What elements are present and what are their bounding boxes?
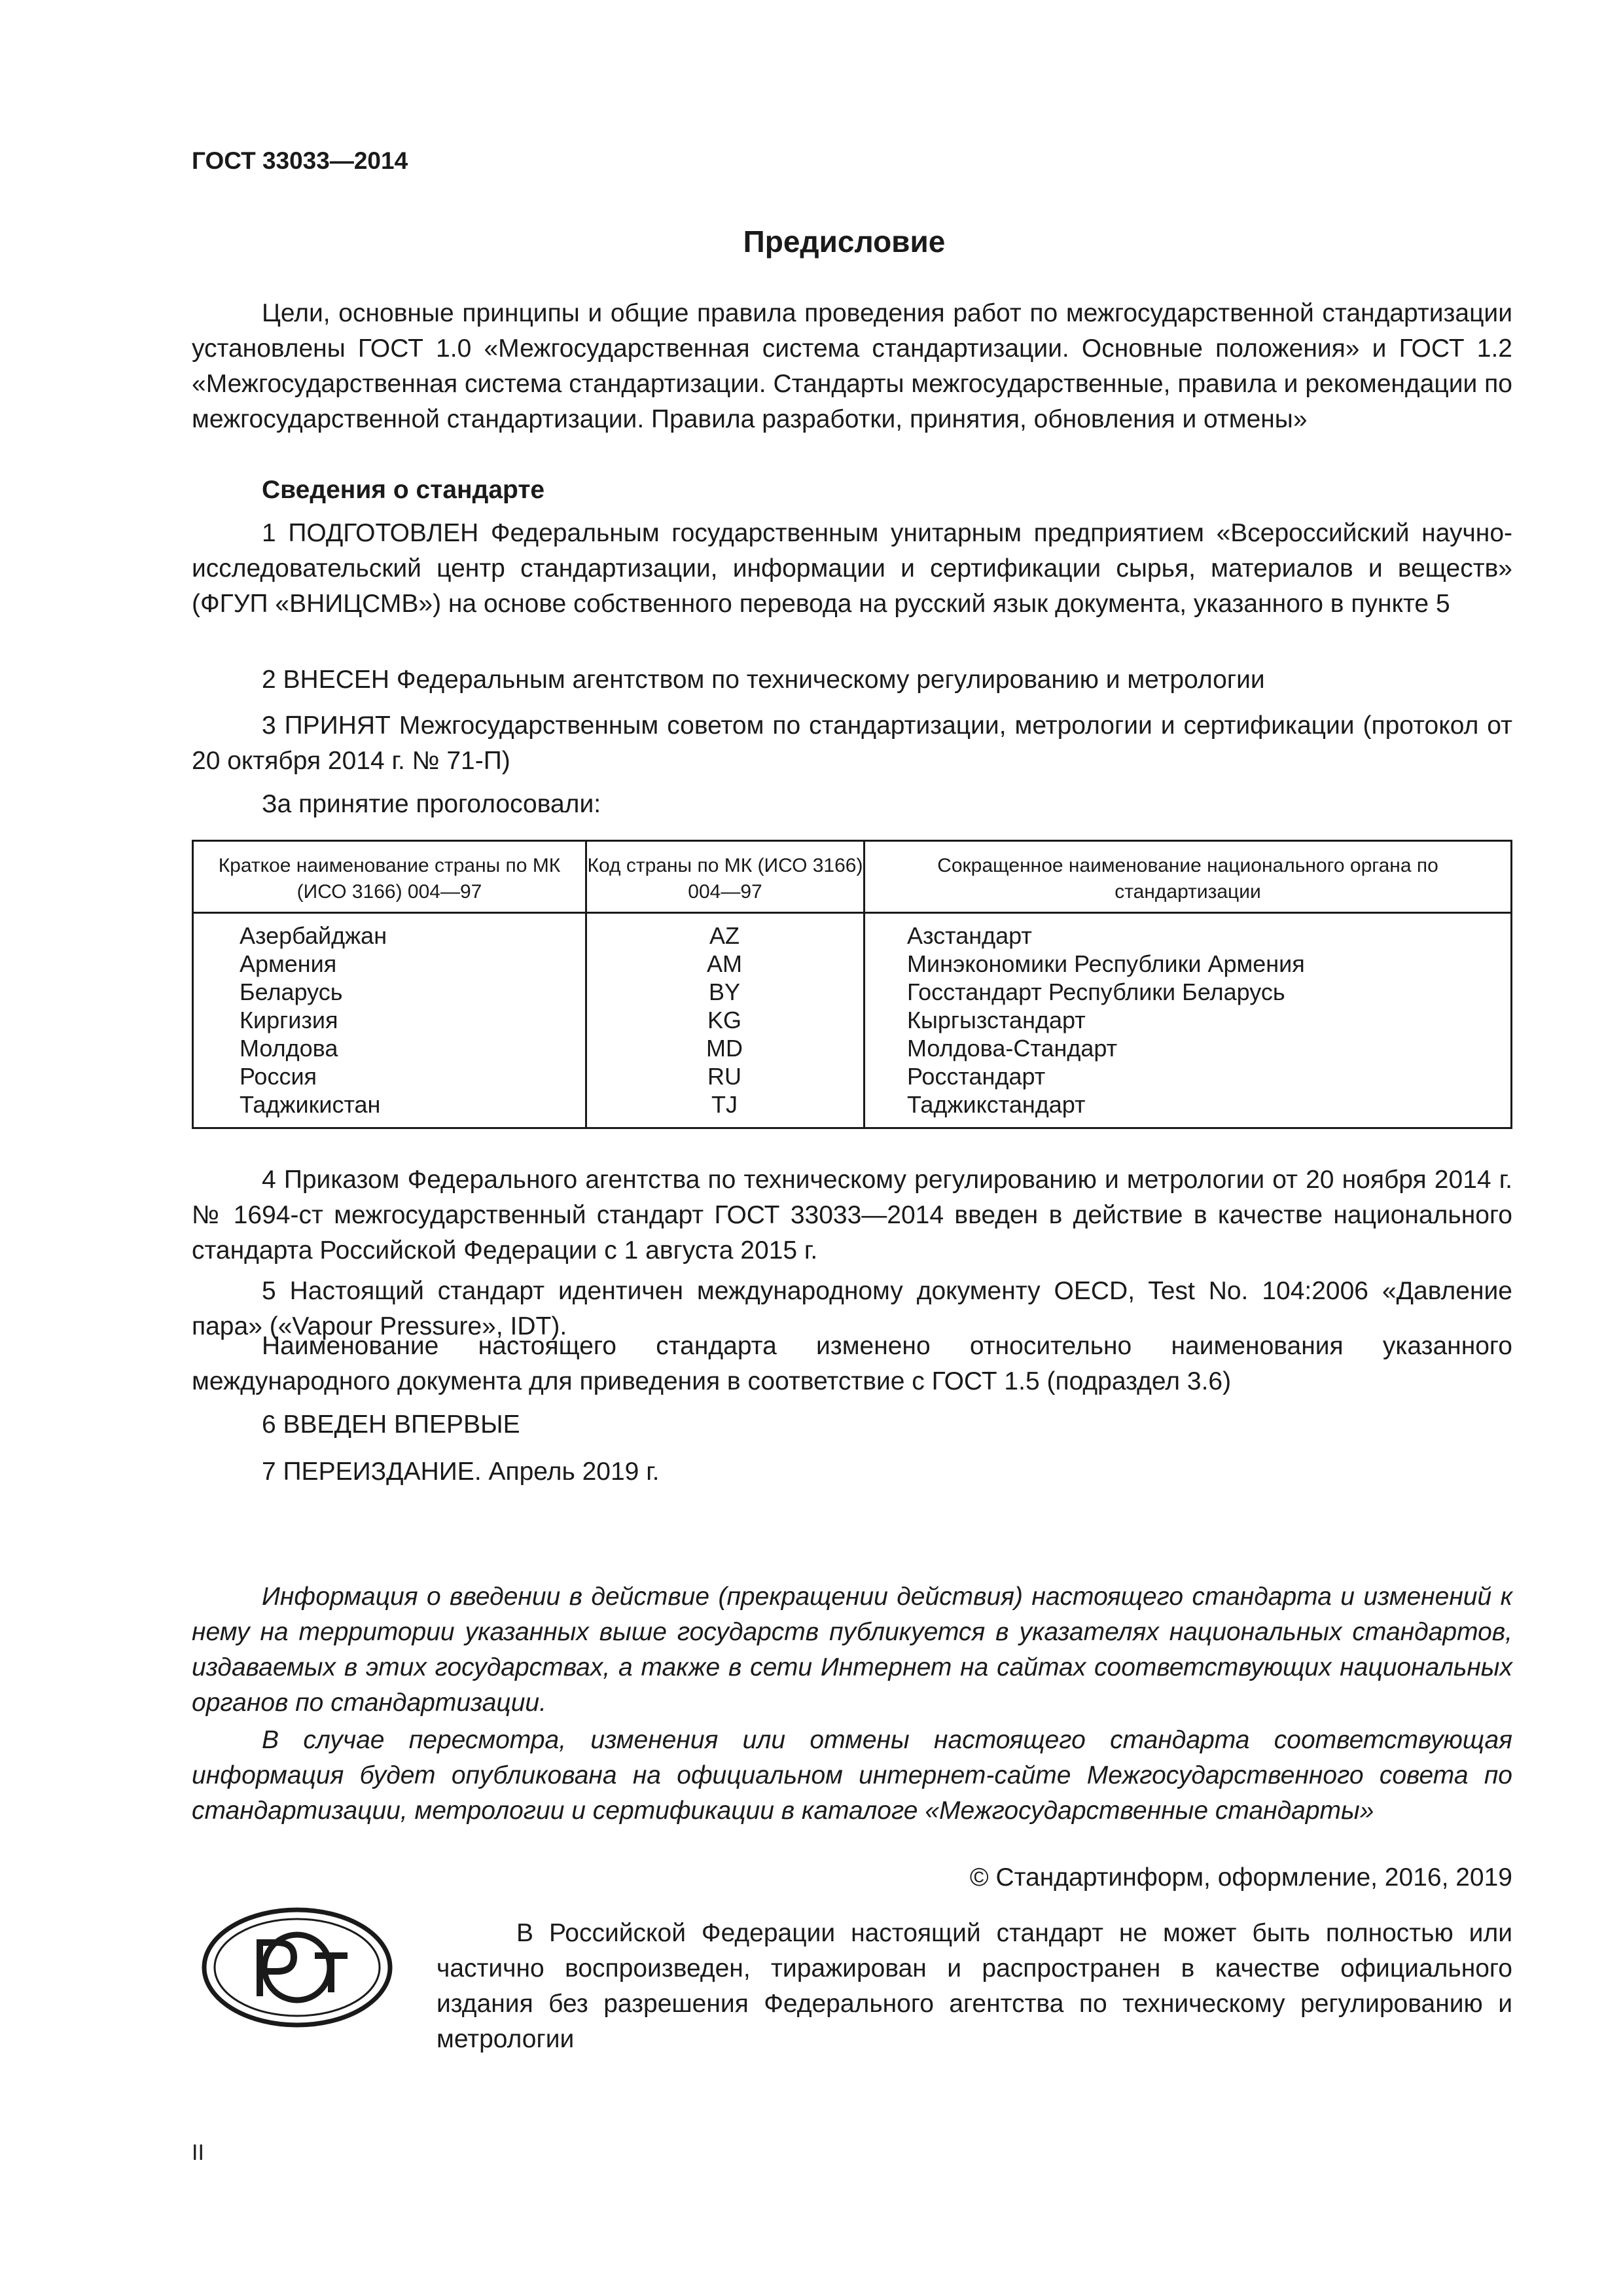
code-cell: TJ bbox=[711, 1091, 738, 1118]
table-row bbox=[194, 950, 1510, 978]
country-cell: Таджикистан bbox=[240, 1091, 381, 1118]
item-5-identical: 5 Настоящий стандарт идентичен международному документу OECD, Test No. 104:2006 «Давление пара» («Vapour Pressure», IDT). bbox=[192, 1277, 1512, 1340]
item-7-reissue: 7 ПЕРЕИЗДАНИЕ. Апрель 2019 г. bbox=[262, 1458, 660, 1486]
country-cell: Беларусь bbox=[240, 978, 343, 1005]
notice-paragraph-1: Информация о введении в действие (прекращении действия) настоящего стандарта и изменений к нему на территории указанных выше государств публикуется в указателях национальных стандартов, издаваемых в этих государствах, а также в сети Интернет на сайтах соответствующих национальных органов по стандартизации. bbox=[192, 1583, 1512, 1717]
table-header-divider bbox=[194, 912, 1510, 914]
country-cell: Армения bbox=[240, 950, 337, 977]
code-cell: BY bbox=[708, 978, 741, 1005]
table-header-country: Краткое наименование страны по МК (ИСО 3166) 004—97 bbox=[218, 855, 561, 903]
table-row bbox=[194, 1090, 1510, 1119]
voting-table bbox=[192, 840, 1512, 1129]
body-cell: Азстандарт bbox=[907, 922, 1032, 949]
code-cell: AM bbox=[707, 950, 742, 977]
code-cell: AZ bbox=[709, 922, 740, 949]
body-cell: Кыргызстандарт bbox=[907, 1007, 1086, 1033]
table-row bbox=[194, 1062, 1510, 1090]
table-row bbox=[194, 1006, 1510, 1034]
copyright-line: © Стандартинформ, оформление, 2016, 2019 bbox=[969, 1863, 1512, 1892]
country-cell: Азербайджан bbox=[240, 922, 387, 949]
body-cell: Молдова-Стандарт bbox=[907, 1035, 1118, 1062]
body-cell: Госстандарт Республики Беларусь bbox=[907, 978, 1285, 1005]
body-cell: Минэкономики Республики Армения bbox=[907, 950, 1305, 977]
table-row bbox=[194, 922, 1510, 950]
item-1-prepared: 1 ПОДГОТОВЛЕН Федеральным государственным унитарным предприятием «Всероссийский научно-исследовательский центр стандартизации, информации и сертификации сырья, материалов и веществ» (ФГУП «ВНИЦСМВ») на основе собственного перевода на русский язык документа, указанного в пункте 5 bbox=[192, 519, 1512, 618]
body-cell: Росстандарт bbox=[907, 1063, 1046, 1090]
item-6-first-introduced: 6 ВВЕДЕН ВПЕРВЫЕ bbox=[262, 1410, 520, 1439]
pct-certification-mark-icon bbox=[200, 1905, 395, 2030]
code-cell: KG bbox=[707, 1007, 741, 1033]
intro-paragraph: Цели, основные принципы и общие правила проведения работ по межгосударственной стандартизации установлены ГОСТ 1.0 «Межгосударственная система стандартизации. Основные положения» и ГОСТ 1.2 «Межгосударственная система стандартизации. Стандарты межгосударственные, правила и рекомендации по межгосударственной стандартизации. Правила разработки, принятия, обновления и отмены» bbox=[192, 299, 1512, 433]
country-cell: Киргизия bbox=[240, 1007, 338, 1033]
table-row bbox=[194, 1034, 1510, 1062]
item-5-note: Наименование настоящего стандарта изменено относительно наименования указанного международного документа для приведения в соответствие с ГОСТ 1.5 (подраздел 3.6) bbox=[192, 1332, 1512, 1395]
table-header-body: Сокращенное наименование национального органа по стандартизации bbox=[937, 855, 1438, 903]
notice-paragraph-2: В случае пересмотра, изменения или отмены настоящего стандарта соответствующая информация будет опубликована на официальном интернет-сайте Межгосударственного совета по стандартизации, метрологии и сертификации в каталоге «Межгосударственные стандарты» bbox=[192, 1726, 1512, 1825]
item-2-introduced: 2 ВНЕСЕН Федеральным агентством по техническому регулированию и метрологии bbox=[262, 666, 1265, 694]
section-heading: Сведения о стандарте bbox=[262, 476, 545, 504]
page-number: II bbox=[192, 2140, 204, 2165]
item-4-order: 4 Приказом Федерального агентства по техническому регулированию и метрологии от 20 ноября 2014 г. № 1694-ст межгосударственный стандарт ГОСТ 33033—2014 введен в действие в качестве национального стандарта Российской Федерации с 1 августа 2015 г. bbox=[192, 1166, 1512, 1265]
standard-code: ГОСТ 33033—2014 bbox=[192, 147, 408, 174]
table-header-code: Код страны по МК (ИСО 3166) 004—97 bbox=[587, 855, 863, 903]
table-row bbox=[194, 978, 1510, 1006]
country-cell: Молдова bbox=[240, 1035, 338, 1062]
table-body bbox=[194, 922, 1510, 1119]
body-cell: Таджикстандарт bbox=[907, 1091, 1086, 1118]
item-3-adopted: 3 ПРИНЯТ Межгосударственным советом по стандартизации, метрологии и сертификации (протокол от 20 октября 2014 г. № 71-П) bbox=[192, 711, 1512, 775]
voted-caption: За принятие проголосовали: bbox=[262, 790, 601, 818]
code-cell: RU bbox=[707, 1063, 741, 1090]
country-cell: Россия bbox=[240, 1063, 317, 1090]
rights-notice: В Российской Федерации настоящий стандарт не может быть полностью или частично воспроизведен, тиражирован и распространен в качестве официального издания без разрешения Федерального агентства по техническому регулированию и метрологии bbox=[437, 1919, 1512, 2053]
page-title: Предисловие bbox=[743, 224, 946, 259]
code-cell: MD bbox=[706, 1035, 743, 1062]
